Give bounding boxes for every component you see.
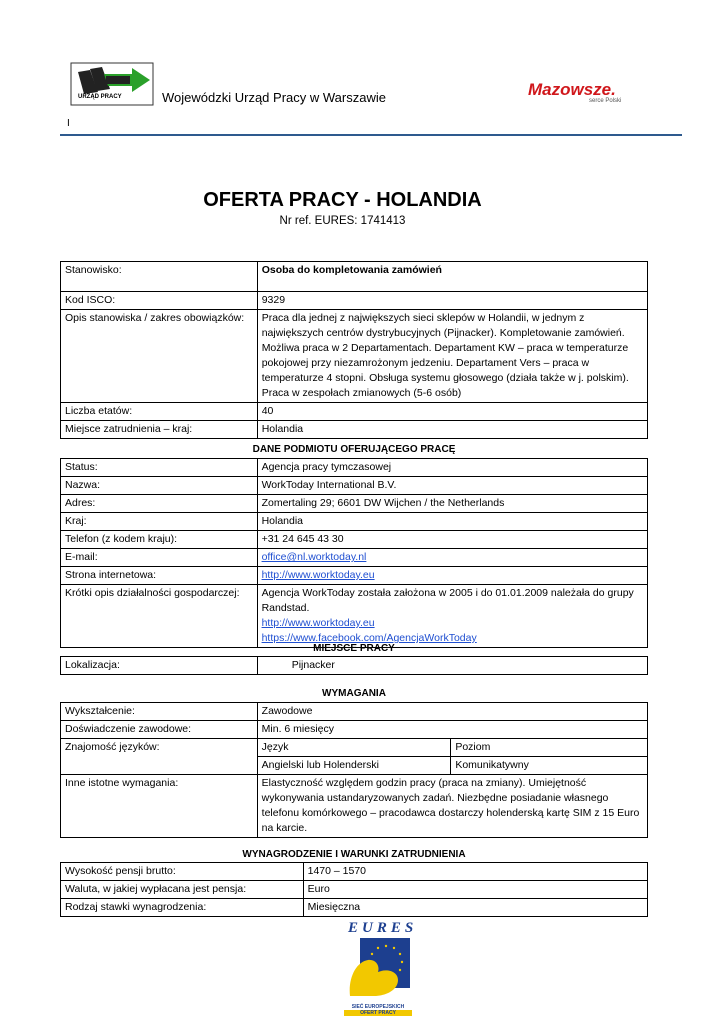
cell-label: Opis stanowiska / zakres obowiązków: <box>61 310 258 403</box>
table-row <box>61 881 648 899</box>
workplace-heading: MIEJSCE PRACY <box>313 643 395 654</box>
cell-value: 9329 <box>257 292 647 310</box>
cell-label: Znajomość języków: <box>61 739 258 775</box>
requirements-table <box>60 702 648 838</box>
language-column-header: Język <box>257 739 451 757</box>
cell-value: Holandia <box>257 513 647 531</box>
cell-value: Zomertaling 29; 6601 DW Wijchen / the Netherlands <box>257 495 647 513</box>
table-row <box>61 262 648 292</box>
table-row <box>61 292 648 310</box>
table-row <box>61 567 648 585</box>
email-cell <box>257 549 647 567</box>
cell-label: Inne istotne wymagania: <box>61 775 258 838</box>
eures-subtitle-1: SIEĆ EUROPEJSKICH <box>351 1004 405 1010</box>
requirements-heading: WYMAGANIA <box>322 688 386 699</box>
table-row <box>61 310 648 403</box>
level-column-header: Poziom <box>451 739 648 757</box>
mazowsze-tagline: serce Polski <box>589 98 622 104</box>
salary-heading: WYNAGRODZENIE I WARUNKI ZATRUDNIENIA <box>242 849 466 860</box>
table-row <box>61 657 648 675</box>
eures-logo <box>340 918 416 1018</box>
cell-label: Telefon (z kodem kraju): <box>61 531 258 549</box>
cell-label: Kod ISCO: <box>61 292 258 310</box>
cell-value: Pijnacker <box>257 657 647 675</box>
cell-label: Krótki opis działalności gospodarczej: <box>61 585 258 648</box>
table-row <box>61 863 648 881</box>
cell-label: Lokalizacja: <box>61 657 258 675</box>
website-cell <box>257 567 647 585</box>
cell-value: Miesięczna <box>303 899 647 917</box>
table-row <box>61 531 648 549</box>
eures-subtitle-2: OFERT PRACY <box>344 1010 412 1016</box>
table-row <box>61 721 648 739</box>
table-row <box>61 513 648 531</box>
language-value: Angielski lub Holenderski <box>257 757 451 775</box>
eures-hand-icon <box>346 938 410 1000</box>
cell-label: Status: <box>61 459 258 477</box>
cell-label: Adres: <box>61 495 258 513</box>
table-row <box>61 403 648 421</box>
description-text: Agencja WorkToday została założona w 2005 i do 01.01.2009 należała do grupy Randstad. <box>261 587 634 614</box>
header-divider <box>60 134 682 136</box>
cell-label: Rodzaj stawki wynagrodzenia: <box>61 899 304 917</box>
cell-value: Praca dla jednej z największych sieci sklepów w Holandii, w jednym z największych centrów dystrybucyjnych (Pijnacker). Kompletowanie zamówień. Możliwa praca w 2 Departamentach. Departament KW – praca w temperaturze pokojowej przy niezamrożonym jedzeniu. Departament Vers – praca w temperaturze 4 stopni. Obsługa systemu głosowego (działa także w j. polskim). Praca w zespołach zmianowych (5-6 osób) <box>257 310 647 403</box>
email-link[interactable]: office@nl.worktoday.nl <box>261 551 367 563</box>
cell-value: Holandia <box>257 421 647 439</box>
table-row <box>61 421 648 439</box>
table-row <box>61 459 648 477</box>
cell-value: Min. 6 miesięcy <box>257 721 647 739</box>
org-name: Wojewódzki Urząd Pracy w Warszawie <box>162 90 386 105</box>
workplace-table <box>60 656 648 675</box>
cell-value: Zawodowe <box>257 703 647 721</box>
eures-text: EURES <box>348 920 418 936</box>
page-title: OFERTA PRACY - HOLANDIA <box>203 189 482 211</box>
cell-label: Stanowisko: <box>61 262 258 292</box>
table-row <box>61 495 648 513</box>
header-marker: I <box>67 118 70 129</box>
cell-value: Euro <box>303 881 647 899</box>
cell-value: 40 <box>257 403 647 421</box>
table-row <box>61 477 648 495</box>
logo-text: URZĄD PRACY <box>78 94 122 100</box>
cell-value: Elastyczność względem godzin pracy (praca na zmiany). Umiejętność wykonywania ustandaryzowanych zadań. Niezbędne posiadanie własnego telefonu komórkowego – pracodawca dostarczy holenderską kartę SIM z 15 Euro na karcie. <box>257 775 647 838</box>
cell-label: Miejsce zatrudnienia – kraj: <box>61 421 258 439</box>
cell-label: Wykształcenie: <box>61 703 258 721</box>
table-row <box>61 899 648 917</box>
salary-table <box>60 862 648 917</box>
level-value: Komunikatywny <box>451 757 648 775</box>
table-row <box>61 549 648 567</box>
table-row <box>61 775 648 838</box>
offer-table <box>60 261 648 439</box>
urzad-pracy-logo <box>70 62 154 106</box>
cell-label: Nazwa: <box>61 477 258 495</box>
cell-value: Osoba do kompletowania zamówień <box>257 262 647 292</box>
cell-value: Agencja pracy tymczasowej <box>257 459 647 477</box>
employer-heading: DANE PODMIOTU OFERUJĄCEGO PRACĘ <box>252 444 456 455</box>
table-row <box>61 703 648 721</box>
cell-label: Strona internetowa: <box>61 567 258 585</box>
cell-label: Liczba etatów: <box>61 403 258 421</box>
mazowsze-logo: Mazowsze. <box>528 80 616 99</box>
cell-value: 1470 – 1570 <box>303 863 647 881</box>
cell-value: WorkToday International B.V. <box>257 477 647 495</box>
description-cell <box>257 585 647 648</box>
table-row <box>61 739 648 757</box>
website-link[interactable]: http://www.worktoday.eu <box>261 569 375 581</box>
website-link-2[interactable]: http://www.worktoday.eu <box>261 617 375 629</box>
cell-label: Waluta, w jakiej wypłacana jest pensja: <box>61 881 304 899</box>
cell-label: Wysokość pensji brutto: <box>61 863 304 881</box>
table-row <box>61 585 648 648</box>
cell-value: +31 24 645 43 30 <box>257 531 647 549</box>
cell-label: Kraj: <box>61 513 258 531</box>
reference-number: Nr ref. EURES: 1741413 <box>279 215 406 227</box>
cell-label: Doświadczenie zawodowe: <box>61 721 258 739</box>
facebook-link[interactable]: https://www.facebook.com/AgencjaWorkToday <box>261 632 477 644</box>
cell-label: E-mail: <box>61 549 258 567</box>
employer-table <box>60 458 648 648</box>
